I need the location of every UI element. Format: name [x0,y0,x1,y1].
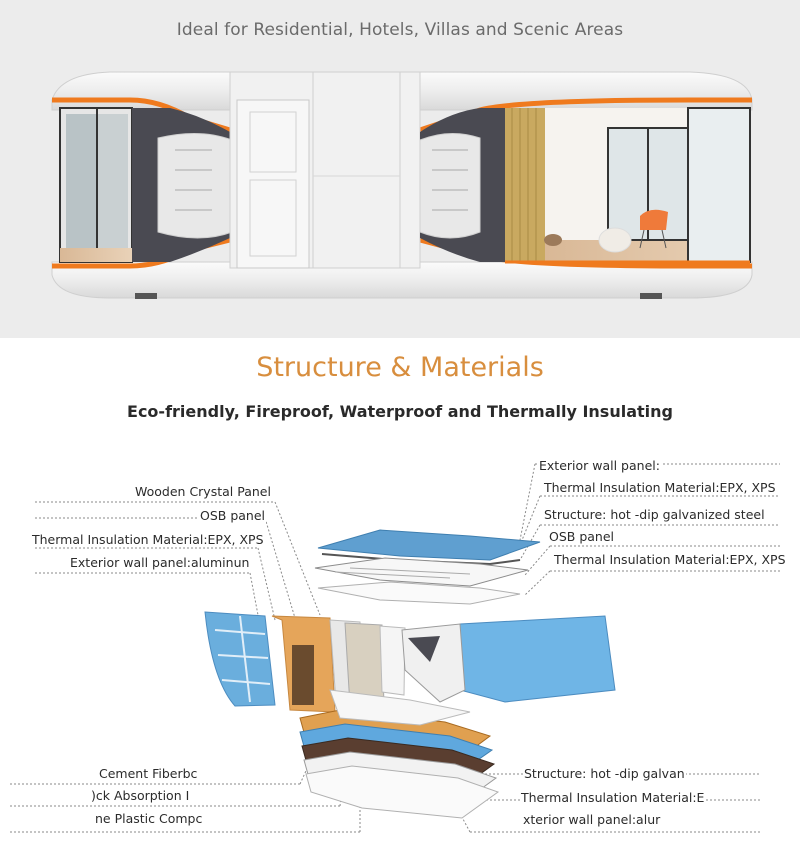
label-wooden-crystal-panel: Wooden Crystal Panel [135,484,271,499]
exploded-structure-diagram [0,440,800,863]
label-structure-galvan-bottom: Structure: hot -dip galvan [524,766,685,781]
label-plastic-composite: ne Plastic Compc [95,811,203,826]
hero-heading: Ideal for Residential, Hotels, Villas and Scenic Areas [176,20,624,40]
label-structure-steel: Structure: hot -dip galvanized steel [544,507,765,522]
section-subtitle: Eco-friendly, Fireproof, Waterproof and Thermally Insulating [127,402,673,421]
section-title: Structure & Materials [256,352,544,383]
label-exterior-wall-bottom: xterior wall panel:alur [523,812,661,827]
label-thermal-insulation-bottom: Thermal Insulation Material:E [521,790,705,805]
hero-section [0,0,800,338]
label-exterior-wall-right: Exterior wall panel: [539,458,660,473]
label-thermal-insulation-right-2: Thermal Insulation Material:EPX, XPS [554,552,786,567]
label-osb-panel-left: OSB panel [200,508,266,523]
label-thermal-insulation-left: Thermal Insulation Material:EPX, XPS [32,532,264,547]
label-shock-absorption: )ck Absorption I [91,788,190,803]
label-exterior-wall-left: Exterior wall panel:aluminun [70,555,250,570]
label-osb-panel-right: OSB panel [549,529,615,544]
capsule-house-image [0,0,800,338]
label-thermal-insulation-right-1: Thermal Insulation Material:EPX, XPS [544,480,776,495]
label-cement-fiberboard: Cement Fiberbc [99,766,198,781]
